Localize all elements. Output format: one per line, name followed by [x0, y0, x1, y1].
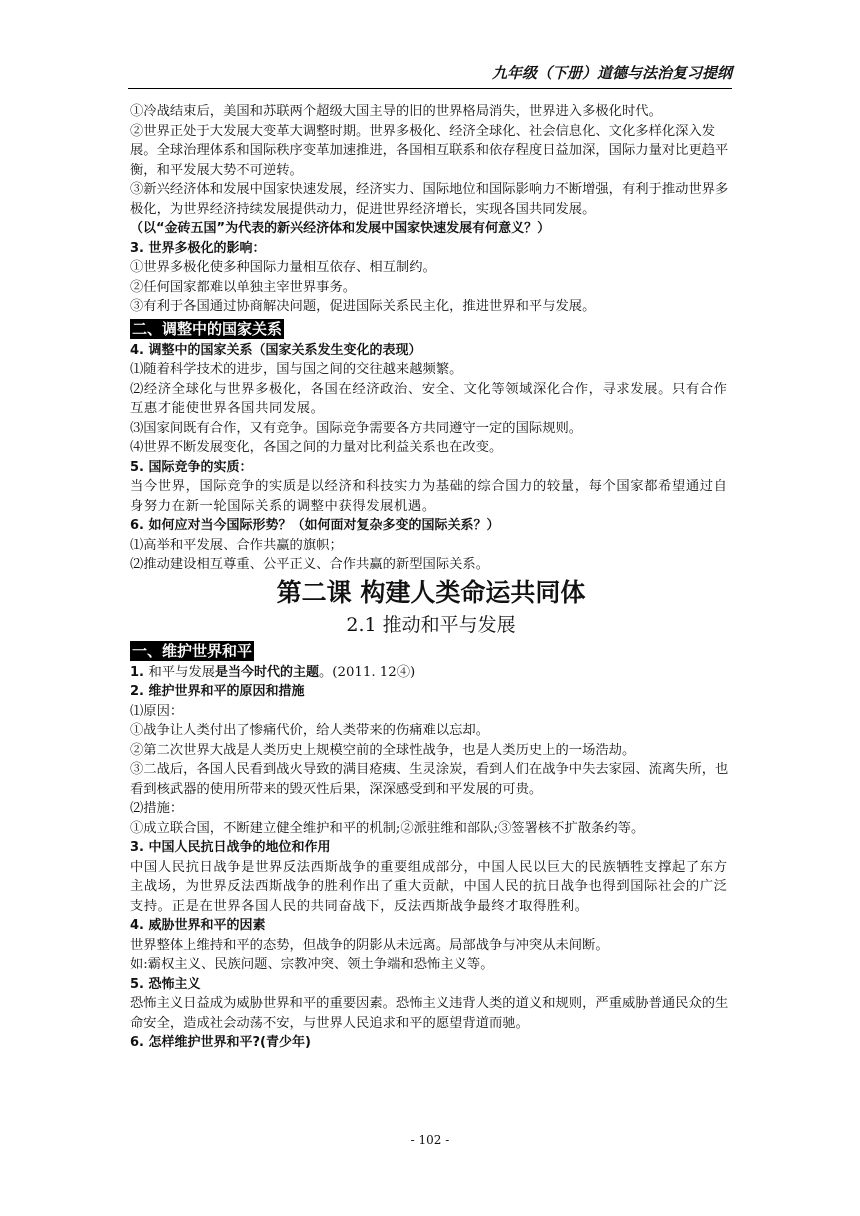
point-1-bold: 是当今时代的主题: [215, 664, 320, 680]
lesson-title: 第二课 构建人类命运共同体: [276, 577, 586, 607]
lesson-subtitle: 2.1 推动和平与发展: [346, 613, 516, 636]
s6-item: ⑵推动建设相互尊重、公平正义、合作共赢的新型国际关系。: [130, 557, 490, 572]
p2-measure-label: ⑵措施：: [130, 801, 184, 816]
s5-title: 5. 国际竞争的实质：: [130, 459, 253, 475]
s4-item: ⑷世界不断发展变化，各国之间的力量对比利益关系也在改变。: [130, 440, 503, 455]
running-header: 九年级（下册）道德与法治复习提纲: [491, 64, 732, 82]
p4-text1: 世界整体上维持和平的态势，但战争的阴影从未远离。局部战争与冲突从未间断。: [130, 937, 609, 953]
p5-text: 恐怖主义日益成为威胁世界和平的重要因素。恐怖主义违背人类的道义和规则，严重威胁普通民众的生命安全，造成社会动荡不安，与世界人民追求和平的愿望背道而驰。: [130, 996, 729, 1031]
p4-text2: 如:霸权主义、民族问题、宗教冲突、领土争端和恐怖主义等。: [130, 957, 494, 972]
section-heading-relations: 二、调整中的国家关系: [132, 319, 283, 338]
s4-item: ⑶国家间既有合作，又有竞争。国际竞争需要各方共同遵守一定的国际规则。: [130, 420, 583, 436]
p6-title: 6. 怎样维护世界和平?(青少年): [130, 1035, 311, 1050]
point-1: [130, 663, 732, 683]
s3-title: 3. 世界多极化的影响：: [130, 240, 266, 256]
s6-item: ⑴高举和平发展、合作共赢的旗帜；: [130, 537, 343, 553]
p2-reason: ②第二次世界大战是人类历史上规模空前的全球性战争，也是人类历史上的一场浩劫。: [130, 742, 636, 758]
p2-title: 2. 维护世界和平的原因和措施: [130, 684, 305, 699]
point-1-num: 1.: [130, 664, 149, 680]
s3-item: ②任何国家都难以单独主宰世界事务。: [130, 279, 357, 295]
intro-p2: ②世界正处于大发展大变革大调整时期。世界多极化、经济全球化、社会信息化、文化多样化深入发展。全球治理体系和国际秩序变革加速推进，各国相互联系和依存程度日益加深，国际力量对比更趋平衡，和平发展大势不可逆转。: [130, 123, 729, 178]
p2-reason: ①战争让人类付出了惨痛代价，给人类带来的伤痛难以忘却。: [130, 723, 490, 738]
intro-question: （以“金砖五国”为代表的新兴经济体和发展中国家快速发展有何意义？）: [130, 221, 551, 236]
intro-p3: ③新兴经济体和发展中国家快速发展，经济实力、国际地位和国际影响力不断增强，有利于推动世界多极化，为世界经济持续发展提供动力，促进世界经济增长，实现各国共同发展。: [130, 182, 729, 217]
section-heading-peace: 一、维护世界和平: [132, 641, 253, 660]
point-1-tail: 。(2011. 12④): [319, 664, 416, 680]
p4-title: 4. 威胁世界和平的因素: [130, 918, 266, 933]
p3-text: 中国人民抗日战争是世界反法西斯战争的重要组成部分，中国人民以巨大的民族牺牲支撑起了东方主战场，为世界反法西斯战争的胜利作出了重大贡献，中国人民的抗日战争也得到国际社会的广泛支持。正是在世界各国人民的共同奋战下，反法西斯战争最终才取得胜利。: [130, 859, 728, 914]
s6-title: 6. 如何应对当今国际形势？（如何面对复杂多变的国际关系？）: [130, 518, 500, 533]
page-content: [130, 102, 732, 1053]
header-rule: [128, 88, 732, 89]
s3-item: ③有利于各国通过协商解决问题，促进国际关系民主化，推进世界和平与发展。: [130, 299, 596, 314]
s5-text: 当今世界，国际竞争的实质是以经济和科技实力为基础的综合国力的较量，每个国家都希望通过自身努力在新一轮国际关系的调整中获得发展机遇。: [130, 479, 728, 514]
s4-item: ⑵经济全球化与世界多极化，各国在经济政治、安全、文化等领域深化合作，寻求发展。只有合作互惠才能使世界各国共同发展。: [130, 381, 728, 416]
page-number: - 102 -: [410, 1133, 450, 1147]
s4-item: ⑴随着科学技术的进步，国与国之间的交往越来越频繁。: [130, 362, 463, 377]
p2-reason: ③二战后，各国人民看到战火导致的满目疮痍、生灵涂炭，看到人们在战争中失去家园、流离失所，也看到核武器的使用所带来的毁灭性后果，深深感受到和平发展的可贵。: [130, 762, 729, 797]
p2-measures: ①成立联合国，不断建立健全维护和平的机制;②派驻维和部队;③签署核不扩散条约等。: [130, 820, 645, 836]
p5-title: 5. 恐怖主义: [130, 976, 201, 992]
point-1-plain: 和平与发展: [148, 664, 215, 680]
s3-item: ①世界多极化使多种国际力量相互依存、相互制约。: [130, 260, 436, 275]
intro-p1: ①冷战结束后，美国和苏联两个超级大国主导的旧的世界格局消失，世界进入多极化时代。: [130, 104, 662, 119]
s4-title: 4. 调整中的国家关系（国家关系发生变化的表现）: [130, 342, 422, 358]
p3-title: 3. 中国人民抗日战争的地位和作用: [130, 840, 331, 855]
p2-reason-label: ⑴原因：: [130, 703, 184, 719]
